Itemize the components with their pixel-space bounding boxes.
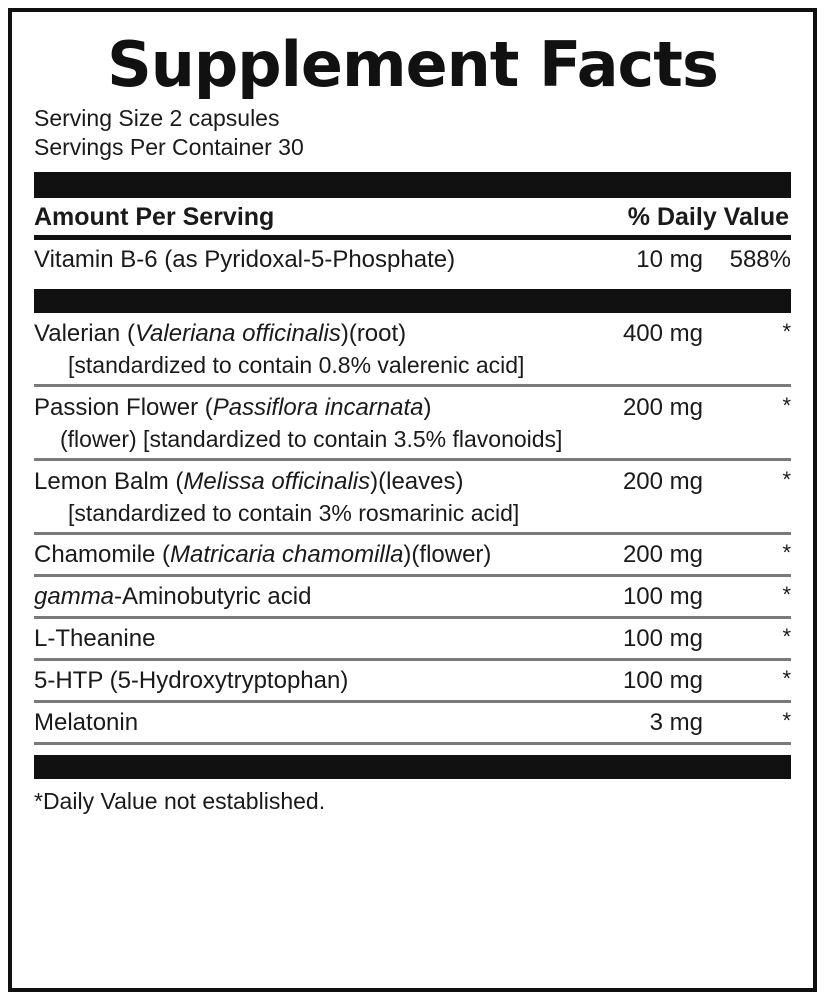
- table-header-row: [34, 198, 791, 240]
- nutrient-name: L-Theanine: [34, 625, 156, 652]
- divider-bar-top: [34, 172, 791, 198]
- nutrient-daily-value: *: [782, 393, 791, 418]
- nutrient-name: Lemon Balm (Melissa officinalis)(leaves): [34, 468, 464, 495]
- nutrient-name: Passion Flower (Passiflora incarnata): [34, 394, 432, 421]
- nutrient-subnote: [standardized to contain 0.8% valerenic acid]: [68, 352, 525, 378]
- nutrient-amount: 100 mg: [622, 667, 703, 694]
- nutrient-name: 5-HTP (5-Hydroxytryptophan): [34, 667, 349, 694]
- header-daily-value: % Daily Value: [627, 203, 789, 231]
- nutrient-daily-value: *: [782, 666, 791, 691]
- nutrient-name: Melatonin: [34, 709, 139, 736]
- nutrient-name: Vitamin B-6 (as Pyridoxal-5-Phosphate): [34, 246, 456, 273]
- ingredient-rows: [34, 313, 791, 745]
- table-row: [34, 461, 791, 535]
- servings-per-container: Servings Per Container 30: [34, 134, 304, 160]
- nutrient-amount: 10 mg: [636, 246, 703, 273]
- nutrient-amount: 200 mg: [622, 394, 703, 421]
- nutrient-name: gamma-Aminobutyric acid: [34, 583, 312, 610]
- nutrient-daily-value: *: [782, 467, 791, 492]
- nutrient-amount: 200 mg: [622, 541, 703, 568]
- nutrient-daily-value: *: [782, 540, 791, 565]
- table-row: [34, 661, 791, 703]
- serving-size: Serving Size 2 capsules: [34, 105, 280, 131]
- table-row: [34, 535, 791, 577]
- divider-bar-bottom: [34, 755, 791, 779]
- nutrient-amount: 200 mg: [622, 468, 703, 495]
- nutrient-daily-value: 588%: [729, 246, 791, 273]
- nutrient-daily-value: *: [782, 582, 791, 607]
- nutrient-amount: 3 mg: [649, 709, 703, 736]
- nutrient-subnote: (flower) [standardized to contain 3.5% flavonoids]: [60, 426, 563, 452]
- divider-bar-middle: [34, 289, 791, 313]
- page-title: Supplement Facts: [107, 28, 718, 101]
- nutrient-daily-value: *: [782, 708, 791, 733]
- table-row: [34, 387, 791, 461]
- nutrient-amount: 100 mg: [622, 625, 703, 652]
- table-row: [34, 577, 791, 619]
- table-row: [34, 240, 791, 279]
- nutrient-daily-value: *: [782, 319, 791, 344]
- nutrient-name: Chamomile (Matricaria chamomilla)(flower): [34, 541, 492, 568]
- nutrient-daily-value: *: [782, 624, 791, 649]
- table-row: [34, 619, 791, 661]
- nutrient-name: Valerian (Valeriana officinalis)(root): [34, 320, 407, 347]
- nutrient-subnote: [standardized to contain 3% rosmarinic acid]: [68, 500, 520, 526]
- nutrient-amount: 400 mg: [622, 320, 703, 347]
- nutrient-amount: 100 mg: [622, 583, 703, 610]
- table-row: [34, 703, 791, 745]
- footnote: *Daily Value not established.: [34, 788, 326, 814]
- label-border: [8, 8, 817, 992]
- table-row: [34, 313, 791, 387]
- header-amount-per-serving: Amount Per Serving: [34, 203, 275, 231]
